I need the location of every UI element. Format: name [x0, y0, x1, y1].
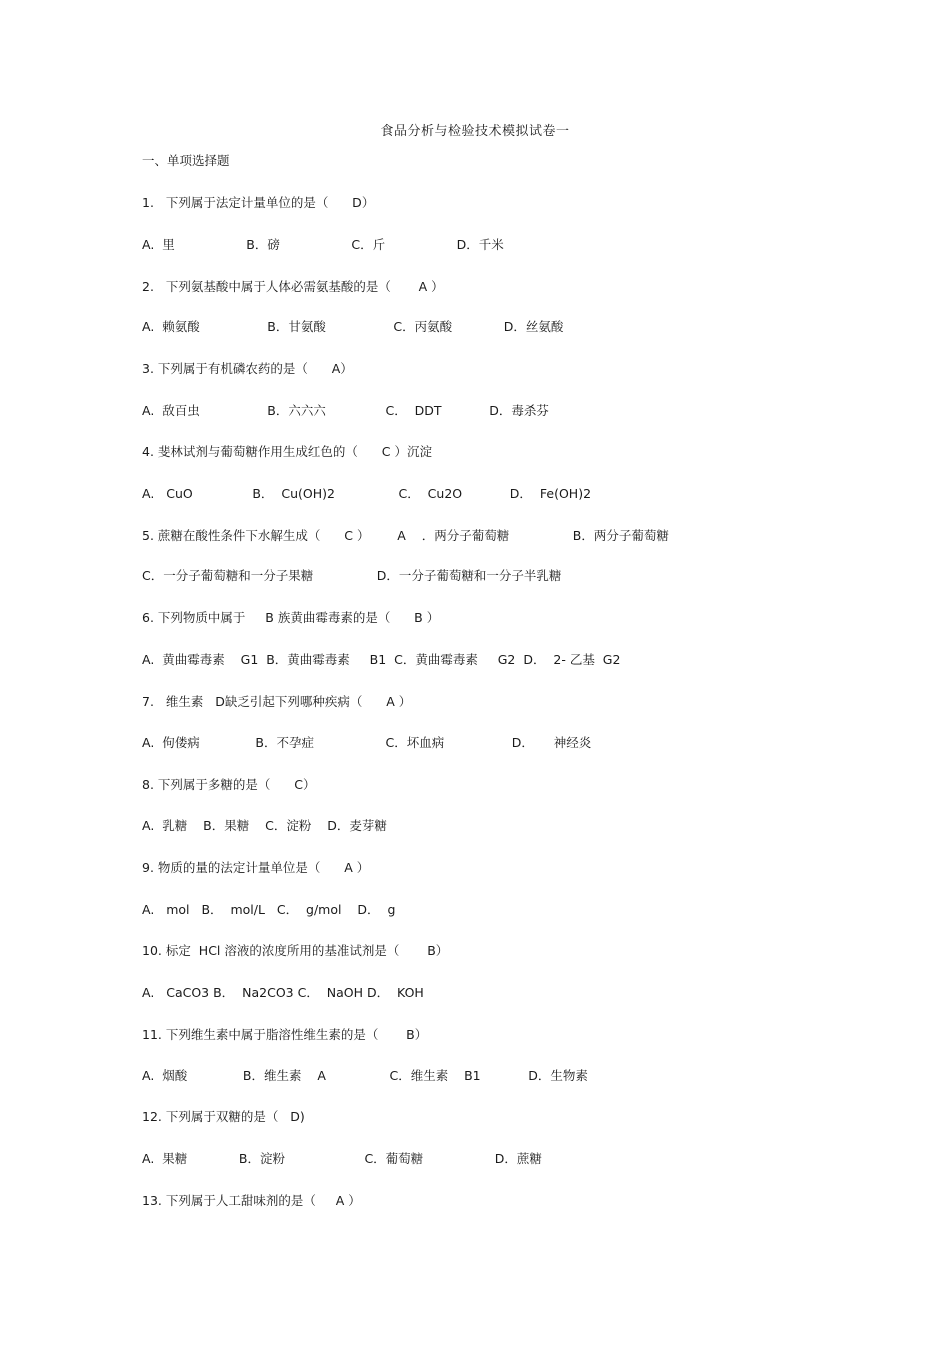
question-5: 5. 蔗糖在酸性条件下水解生成（ C ） A ．两分子葡萄糖 B．两分子葡萄糖 [142, 528, 669, 543]
question-7-options: A. 佝偻病 B．不孕症 C．坏血病 D． 神经炎 [142, 735, 592, 750]
question-11-options: A. 烟酸 B．维生素 A C．维生素 B1 D．生物素 [142, 1068, 588, 1083]
question-1-options: A. 里 B．磅 C．斤 D．千米 [142, 237, 504, 252]
question-3-options: A. 敌百虫 B．六六六 C． DDT D．毒杀芬 [142, 403, 549, 418]
question-1: 1. 下列属于法定计量单位的是（ D） [142, 195, 375, 210]
question-4: 4. 斐林试剂与葡萄糖作用生成红色的（ C ）沉淀 [142, 444, 432, 459]
question-2-options: A. 赖氨酸 B．甘氨酸 C．丙氨酸 D．丝氨酸 [142, 319, 564, 334]
question-9-options: A. mol B． mol/L C． g/mol D． g [142, 902, 396, 917]
section-heading: 一、单项选择题 [142, 153, 230, 168]
question-13: 13. 下列属于人工甜味剂的是（ A ） [142, 1193, 361, 1208]
question-12: 12. 下列属于双糖的是（ D) [142, 1109, 305, 1124]
question-7: 7. 维生素 D缺乏引起下列哪种疾病（ A ） [142, 694, 412, 709]
question-9: 9. 物质的量的法定计量单位是（ A ） [142, 860, 370, 875]
question-8: 8. 下列属于多糖的是（ C） [142, 777, 316, 792]
question-6-options: A. 黄曲霉毒素 G1 B．黄曲霉毒素 B1 C．黄曲霉毒素 G2 D． 2- 乙基 G2 [142, 652, 621, 667]
question-4-options: A. CuO B． Cu(OH)2 C． Cu2O D． Fe(OH)2 [142, 486, 592, 501]
question-10-options: A. CaCO3 B． Na2CO3 C． NaOH D． KOH [142, 985, 424, 1000]
question-3: 3. 下列属于有机磷农药的是（ A） [142, 361, 353, 376]
question-6: 6. 下列物质中属于 B 族黄曲霉毒素的是（ B ） [142, 610, 440, 625]
question-8-options: A. 乳糖 B．果糖 C．淀粉 D．麦芽糖 [142, 818, 387, 833]
question-10: 10. 标定 HCl 溶液的浓度所用的基准试剂是（ B） [142, 943, 449, 958]
question-12-options: A. 果糖 B．淀粉 C．葡萄糖 D．蔗糖 [142, 1151, 542, 1166]
question-2: 2. 下列氨基酸中属于人体必需氨基酸的是（ A ） [142, 279, 444, 294]
question-11: 11. 下列维生素中属于脂溶性维生素的是（ B） [142, 1027, 428, 1042]
page-title: 食品分析与检验技术模拟试卷一 [380, 124, 570, 139]
question-5-options: C．一分子葡萄糖和一分子果糖 D．一分子葡萄糖和一分子半乳糖 [142, 568, 562, 583]
